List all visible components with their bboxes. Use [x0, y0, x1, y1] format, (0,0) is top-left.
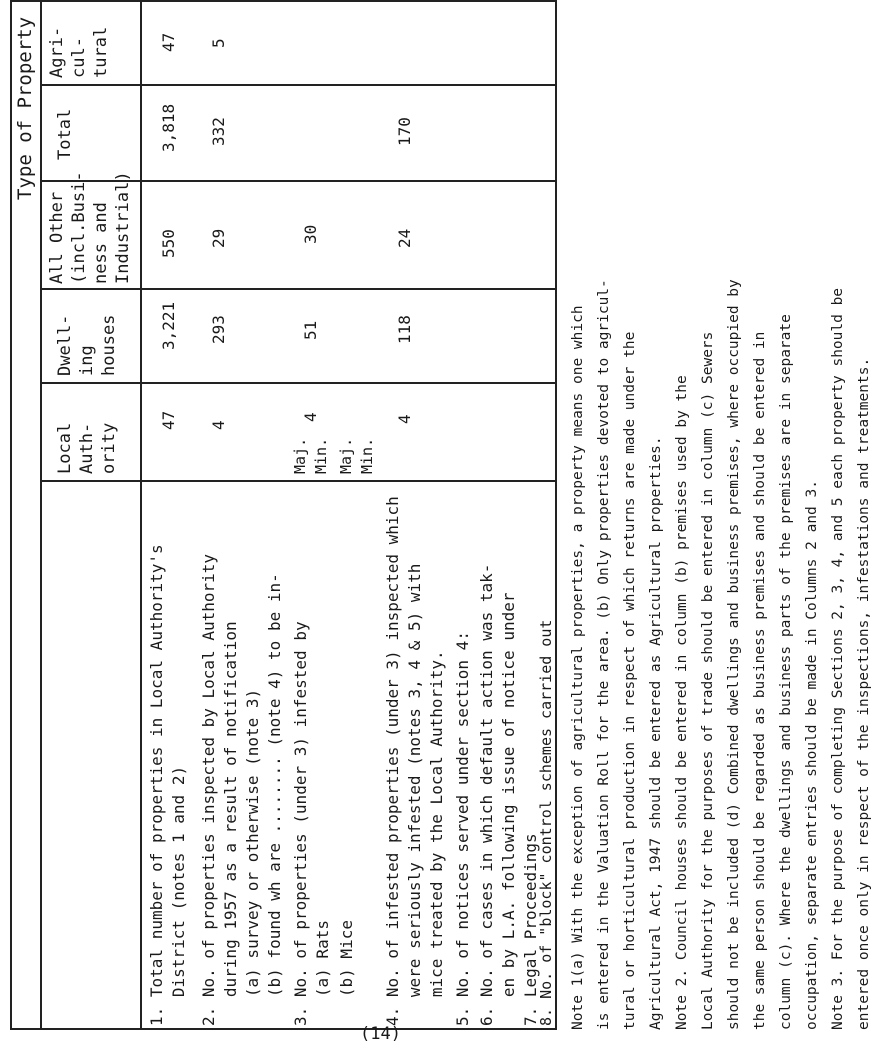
col-head-local-authority: Local Auth- ority	[55, 422, 119, 474]
cell-total: 332	[209, 117, 228, 146]
sub-label-major: Maj.	[291, 437, 309, 474]
cell-other: 29	[209, 228, 228, 248]
row-label: 5. No. of notices served under section 4:	[453, 631, 472, 1026]
cell-other: 30	[301, 224, 320, 244]
cell-agri: 47	[159, 32, 178, 52]
infestation-table	[10, 0, 555, 1030]
col-head-total: Total	[55, 108, 75, 160]
cell-la: 4	[209, 420, 228, 430]
row-label: 2. No. of properties inspected by Local Authority during 1957 as a result of notification (a) survey or otherwise (note 3) (b) found wh are ........ (note 4) to be in-	[199, 553, 284, 1026]
row-label: 8. No. of "block" control schemes carried out	[537, 619, 555, 1026]
cell-dwelling: 118	[395, 315, 414, 344]
row-label: 6. No. of cases in which default action was tak- en by L.A. following issue of notice under	[477, 563, 518, 1026]
cell-la: 4	[301, 412, 320, 422]
note-line: entered once only in respect of the inspections, infestations and treatments.	[856, 357, 872, 1030]
note-line: the same person should be regarded as business premises and should be entered in	[752, 331, 768, 1030]
cell-total: 3,818	[159, 103, 178, 152]
cell-la: 47	[159, 410, 178, 430]
note-line: Note 3. For the purpose of completing Sections 2, 3, 4, and 5 each property should be	[830, 287, 846, 1030]
cell-la: 4	[395, 414, 414, 424]
cell-other: 24	[395, 228, 414, 248]
note-line: is entered in the Valuation Roll for the area. (b) Only properties devoted to agricul-	[596, 279, 612, 1030]
row-label: 3. No. of properties (under 3) infested by (a) Rats	[291, 621, 332, 1026]
note-line: should not be included (d) Combined dwellings and business premises, where occupied by	[726, 279, 742, 1030]
cell-agri: 5	[209, 38, 228, 48]
note-line: tural or horticultural production in respect of which returns are made under the	[622, 331, 638, 1030]
cell-dwelling: 51	[301, 320, 320, 340]
row-label: (b) Mice	[337, 920, 356, 998]
note-line: Agricultural Act, 1947 should be entered as Agricultural properties.	[648, 436, 664, 1030]
cell-dwelling: 3,221	[159, 301, 178, 350]
row-label: 1. Total number of properties in Local Authority's District (notes 1 and 2)	[147, 544, 188, 1026]
type-of-property-heading	[10, 0, 40, 1030]
row-label: 4. No. of infested properties (under 3) inspected which were seriously infested (notes 3, 4 & 5) with mice treated by the Local Authority.	[383, 496, 446, 1026]
col-head-all-other: All Other (incl.Busi- ness and Industrial)	[47, 171, 133, 284]
sub-label-minor: Min.	[312, 437, 330, 474]
page-number: (14)	[360, 1024, 401, 1044]
note-line: Note 1(a) With the exception of agricultural properties, a property means one which	[570, 305, 586, 1030]
cell-dwelling: 293	[209, 315, 228, 344]
row-label: 7. Legal Proceedings	[521, 833, 540, 1026]
note-line: occupation, separate entries should be made in Columns 2 and 3.	[804, 480, 820, 1030]
note-line: column (c). Where the dwellings and business parts of the premises are in separate	[778, 314, 794, 1030]
note-line: Local Authority for the purposes of trade should be entered in column (c) Sewers	[700, 331, 716, 1030]
note-line: Note 2. Council houses should be entered in column (b) premises used by the	[674, 375, 690, 1030]
footnotes	[565, 0, 872, 1030]
sub-label-minor: Min.	[358, 437, 376, 474]
cell-total: 170	[395, 117, 414, 146]
col-head-dwelling-houses: Dwell- ing houses	[55, 314, 119, 376]
sub-label-major: Maj.	[337, 437, 355, 474]
col-head-agricultural: Agri- cul- tural	[47, 26, 111, 78]
rotated-content	[10, 0, 872, 1030]
type-of-property-label: Type of Property	[14, 16, 36, 200]
cell-other: 550	[159, 229, 178, 258]
